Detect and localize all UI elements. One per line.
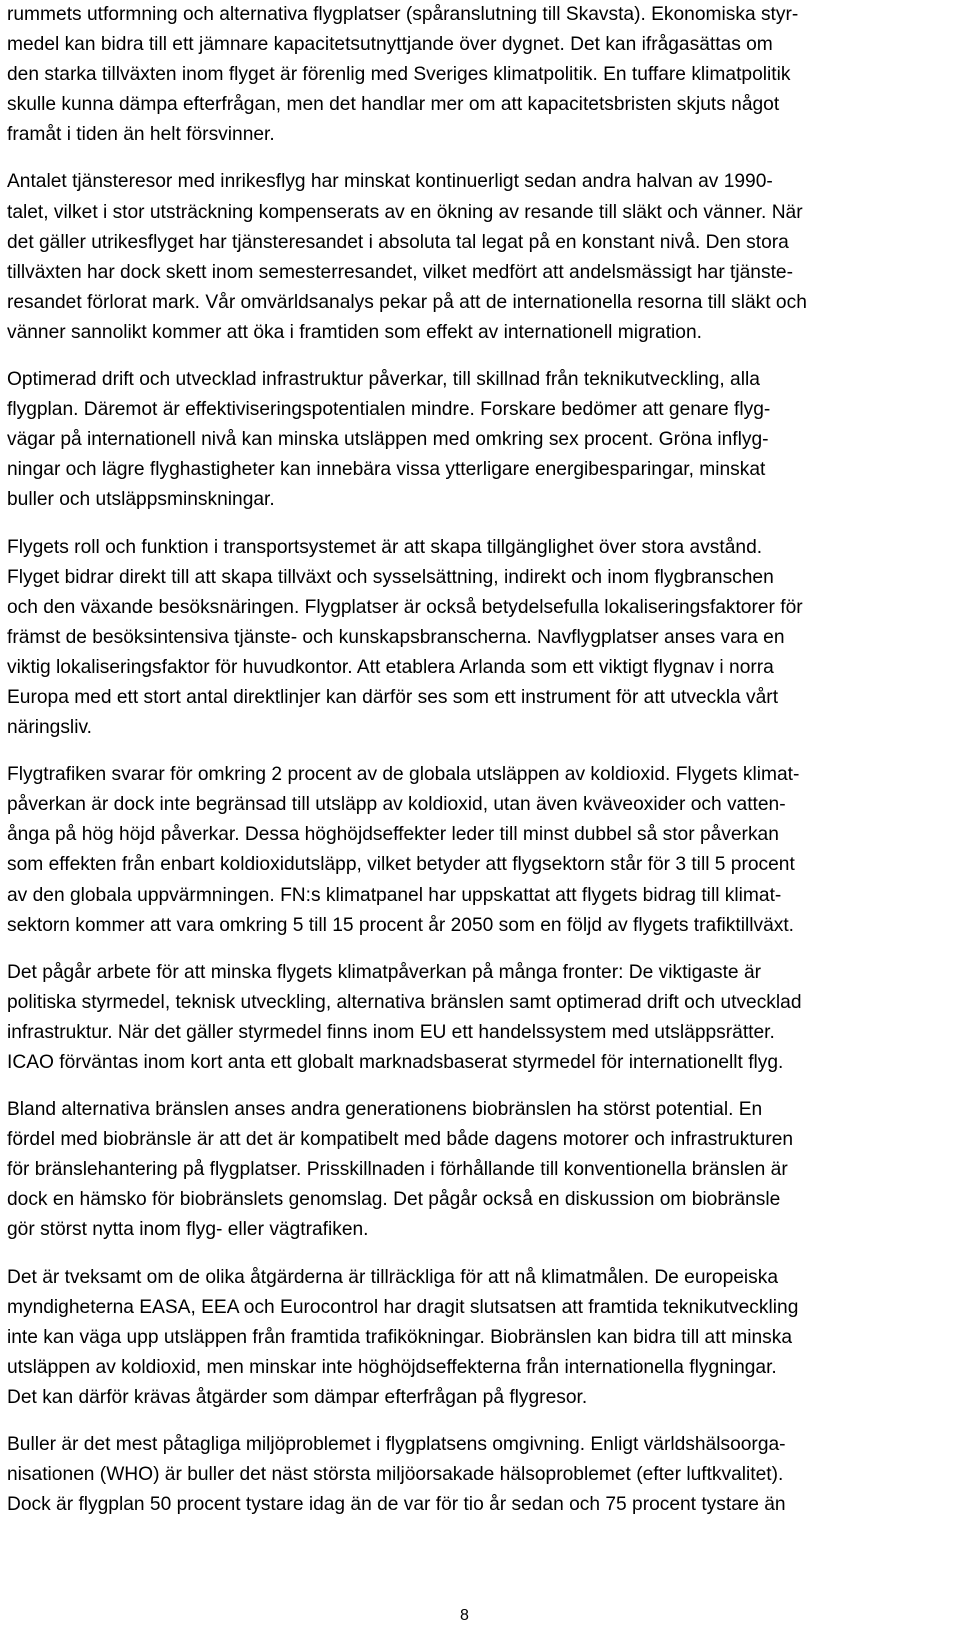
- text-line: som effekten från enbart koldioxidutsläpp, vilket betyder att flygsektorn står för 3 till 5 procent: [7, 854, 795, 876]
- text-line: Det pågår arbete för att minska flygets klimatpåverkan på många fronter: De viktigaste är: [7, 961, 761, 983]
- paragraph: [7, 1095, 952, 1245]
- text-line: skulle kunna dämpa efterfrågan, men det handlar mer om att kapacitetsbristen skjuts något: [7, 94, 780, 116]
- text-line: och den växande besöksnäringen. Flygplatser är också betydelsefulla lokaliseringsfaktorer för: [7, 596, 803, 618]
- text-line: dock en hämsko för biobränslets genomslag. Det pågår också en diskussion om biobränsle: [7, 1189, 781, 1211]
- text-line: Bland alternativa bränslen anses andra generationens biobränslen ha störst potential. En: [7, 1099, 763, 1121]
- text-line: den starka tillväxten inom flyget är förenlig med Sveriges klimatpolitik. En tuffare klimatpolitik: [7, 64, 791, 86]
- text-line: Dock är flygplan 50 procent tystare idag än de var för tio år sedan och 75 procent tystare än: [7, 1494, 786, 1516]
- text-line: rummets utformning och alternativa flygplatser (spåranslutning till Skavsta). Ekonomiska styr-: [7, 4, 799, 25]
- text-line: ånga på hög höjd påverkar. Dessa höghöjdseffekter leder till minst dubbel så stor påverkan: [7, 824, 779, 846]
- text-line: politiska styrmedel, teknisk utveckling, alternativa bränslen samt optimerad drift och utvecklad: [7, 991, 802, 1013]
- text-line: Det är tveksamt om de olika åtgärderna är tillräckliga för att nå klimatmålen. De europeiska: [7, 1266, 779, 1288]
- text-line: buller och utsläppsminskningar.: [7, 489, 275, 511]
- text-line: myndigheterna EASA, EEA och Eurocontrol har dragit slutsatsen att framtida teknikutveckling: [7, 1296, 799, 1318]
- text-line: Flyget bidrar direkt till att skapa tillväxt och sysselsättning, indirekt och inom flygbranschen: [7, 566, 774, 588]
- text-line: framåt i tiden än helt försvinner.: [7, 124, 275, 146]
- text-line: näringsliv.: [7, 717, 92, 739]
- paragraph: [7, 0, 952, 150]
- text-line: inte kan väga upp utsläppen från framtida trafikökningar. Biobränslen kan bidra till att minska: [7, 1326, 793, 1348]
- paragraph: [7, 365, 952, 515]
- text-line: Flygets roll och funktion i transportsystemet är att skapa tillgänglighet över stora avstånd.: [7, 536, 763, 558]
- body-text: [7, 0, 952, 1537]
- text-line: Optimerad drift och utvecklad infrastruktur påverkar, till skillnad från teknikutveckling, alla: [7, 369, 760, 391]
- text-line: infrastruktur. När det gäller styrmedel finns inom EU ett handelssystem med utsläppsrätter.: [7, 1021, 775, 1043]
- paragraph: [7, 533, 952, 744]
- text-line: av den globala uppvärmningen. FN:s klimatpanel har uppskattat att flygets bidrag till klimat-: [7, 884, 782, 906]
- text-line: ICAO förväntas inom kort anta ett globalt marknadsbaserat styrmedel för internationellt flyg.: [7, 1052, 784, 1073]
- text-line: talet, vilket i stor utsträckning kompenserats av en ökning av resande till släkt och vänner. När: [7, 201, 803, 223]
- text-line: resandet förlorat mark. Vår omvärldsanalys pekar på att de internationella resorna till släkt och: [7, 291, 807, 313]
- page-number: 8: [460, 1607, 469, 1624]
- text-line: gör störst nytta inom flyg- eller vägtrafiken.: [7, 1219, 369, 1241]
- paragraph: [7, 1430, 952, 1520]
- text-line: flygplan. Däremot är effektiviseringspotentialen mindre. Forskare bedömer att genare flyg-: [7, 399, 771, 421]
- text-line: Det kan därför krävas åtgärder som dämpar efterfrågan på flygresor.: [7, 1386, 588, 1408]
- text-line: medel kan bidra till ett jämnare kapacitetsutnyttjande över dygnet. Det kan ifrågasättas om: [7, 34, 773, 56]
- text-line: Buller är det mest påtagliga miljöproblemet i flygplatsens omgivning. Enligt världshälsoorga-: [7, 1434, 786, 1456]
- text-line: påverkan är dock inte begränsad till utsläpp av koldioxid, utan även kväveoxider och vatten-: [7, 794, 786, 816]
- text-line: Antalet tjänsteresor med inrikesflyg har minskat kontinuerligt sedan andra halvan av 1990-: [7, 171, 773, 193]
- text-line: utsläppen av koldioxid, men minskar inte höghöjdseffekterna från internationella flygningar.: [7, 1356, 777, 1378]
- paragraph: [7, 760, 952, 941]
- paragraph: [7, 1263, 952, 1413]
- paragraph: [7, 167, 952, 348]
- text-line: vägar på internationell nivå kan minska utsläppen med omkring sex procent. Gröna inflyg-: [7, 429, 769, 451]
- text-line: främst de besöksintensiva tjänste- och kunskapsbranscherna. Navflygplatser anses vara en: [7, 626, 785, 648]
- paragraph: [7, 958, 952, 1078]
- text-line: nisationen (WHO) är buller det näst största miljöorsakade hälsoproblemet (efter luftkvalitet).: [7, 1464, 784, 1486]
- text-line: fördel med biobränsle är att det är kompatibelt med både dagens motorer och infrastrukturen: [7, 1129, 794, 1151]
- text-line: Flygtrafiken svarar för omkring 2 procent av de globala utsläppen av koldioxid. Flygets klimat-: [7, 764, 800, 786]
- text-line: det gäller utrikesflyget har tjänsteresandet i absoluta tal legat på en konstant nivå. Den stora: [7, 231, 789, 253]
- text-line: vänner sannolikt kommer att öka i framtiden som effekt av internationell migration.: [7, 321, 702, 343]
- text-line: Europa med ett stort antal direktlinjer kan därför ses som ett instrument för att utveckla vårt: [7, 686, 779, 708]
- text-line: sektorn kommer att vara omkring 5 till 15 procent år 2050 som en följd av flygets trafiktillväxt.: [7, 914, 795, 936]
- text-line: tillväxten har dock skett inom semesterresandet, vilket medfört att andelsmässigt har tjänste-: [7, 261, 793, 283]
- text-line: ningar och lägre flyghastigheter kan innebära vissa ytterligare energibesparingar, minskat: [7, 459, 766, 481]
- text-line: för bränslehantering på flygplatser. Prisskillnaden i förhållande till konventionella bränslen är: [7, 1159, 788, 1181]
- text-line: viktig lokaliseringsfaktor för huvudkontor. Att etablera Arlanda som ett viktigt flygnav i norra: [7, 656, 774, 678]
